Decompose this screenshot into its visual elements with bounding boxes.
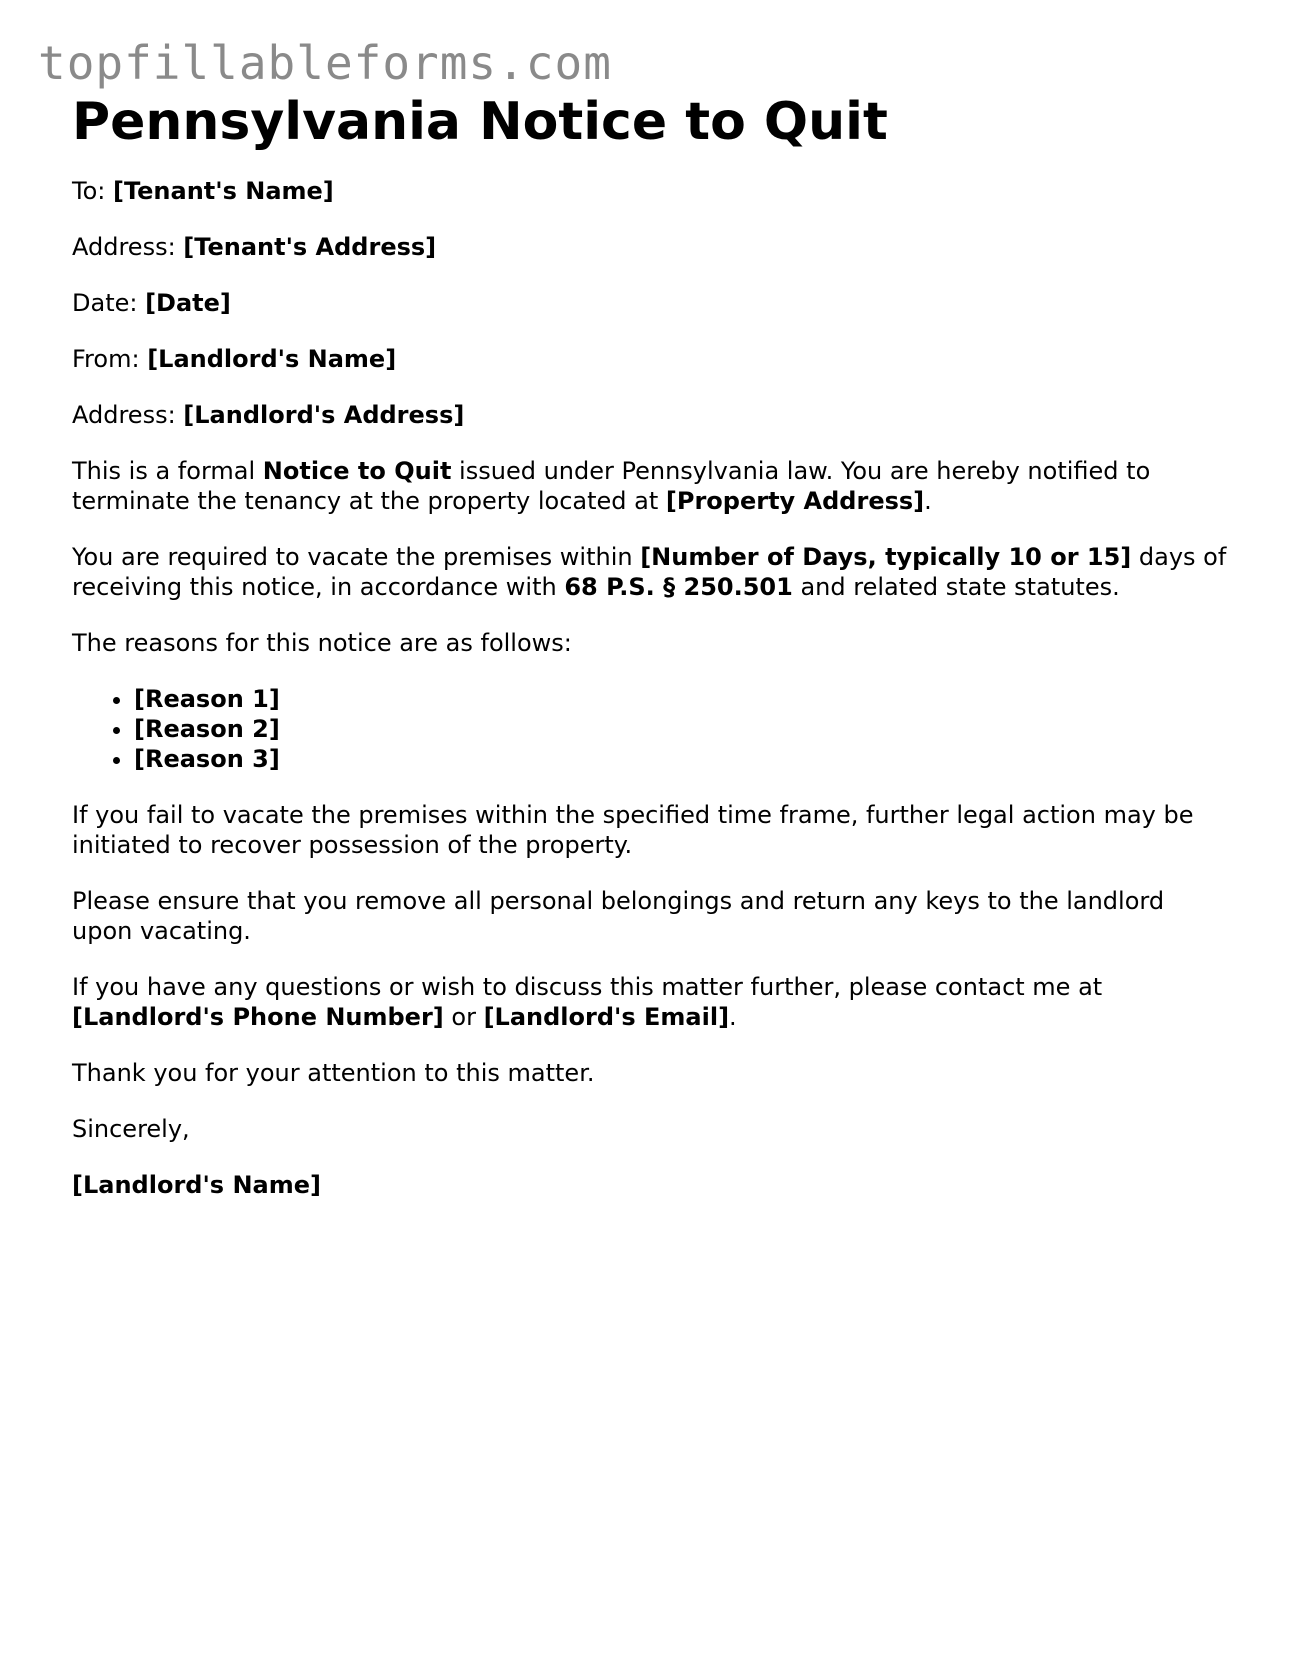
reasons-intro: The reasons for this notice are as follows: <box>72 629 572 657</box>
belongings-paragraph: Please ensure that you remove all personal belongings and return any keys to the landlord upon vacating. <box>72 887 1165 945</box>
vacate-text-2: days of receiving this notice, in accordance with <box>72 543 1227 601</box>
from-label: From: <box>72 345 148 373</box>
date-field: [Date] <box>145 289 231 317</box>
notice-document <box>72 90 1232 1226</box>
landlord-address-label: Address: <box>72 401 184 429</box>
signature-name: [Landlord's Name] <box>72 1171 321 1199</box>
contact-text-2: or <box>443 1003 484 1031</box>
landlord-phone-field: [Landlord's Phone Number] <box>72 1003 444 1031</box>
contact-text-3: . <box>729 1003 737 1031</box>
fail-paragraph: If you fail to vacate the premises within the specified time frame, further legal action may be initiated to recover possession of the property. <box>72 801 1194 859</box>
list-item: • [Reason 2] <box>134 714 1232 744</box>
intro-paragraph <box>72 456 1232 516</box>
property-address-field: [Property Address] <box>665 487 925 515</box>
page-title: Pennsylvania Notice to Quit <box>72 92 888 152</box>
landlord-address-line <box>72 400 1232 430</box>
date-line <box>72 288 1232 318</box>
tenant-address-label: Address: <box>72 233 184 261</box>
vacate-paragraph <box>72 542 1232 602</box>
date-label: Date: <box>72 289 146 317</box>
to-label: To: <box>72 177 113 205</box>
from-line <box>72 344 1232 374</box>
landlord-name-field: [Landlord's Name] <box>147 345 397 373</box>
intro-text-1: This is a formal <box>72 457 263 485</box>
to-line <box>72 176 1232 206</box>
thanks-paragraph: Thank you for your attention to this matter. <box>72 1059 595 1087</box>
contact-text-1: If you have any questions or wish to discuss this matter further, please contact me at <box>72 973 1103 1001</box>
intro-text-2: issued under Pennsylvania law. You are hereby notified to terminate the tenancy at the property located at <box>72 457 1151 515</box>
reasons-list <box>72 684 1232 774</box>
list-item: • [Reason 3] <box>134 744 1232 774</box>
vacate-text-1: You are required to vacate the premises within <box>72 543 641 571</box>
landlord-email-field: [Landlord's Email] <box>483 1003 730 1031</box>
contact-paragraph <box>72 972 1232 1032</box>
statute-reference: 68 P.S. § 250.501 <box>564 573 793 601</box>
intro-text-3: . <box>924 487 932 515</box>
notice-to-quit-term: Notice to Quit <box>262 457 452 485</box>
closing: Sincerely, <box>72 1115 190 1143</box>
signature-field <box>72 1170 1232 1200</box>
landlord-address-field: [Landlord's Address] <box>183 401 465 429</box>
vacate-text-3: and related state statutes. <box>792 573 1120 601</box>
list-item: • [Reason 1] <box>134 684 1232 714</box>
tenant-name-field: [Tenant's Name] <box>112 177 334 205</box>
tenant-address-line <box>72 232 1232 262</box>
number-of-days-field: [Number of Days, typically 10 or 15] <box>640 543 1132 571</box>
tenant-address-field: [Tenant's Address] <box>183 233 437 261</box>
site-watermark: topfillableforms.com <box>38 36 612 90</box>
